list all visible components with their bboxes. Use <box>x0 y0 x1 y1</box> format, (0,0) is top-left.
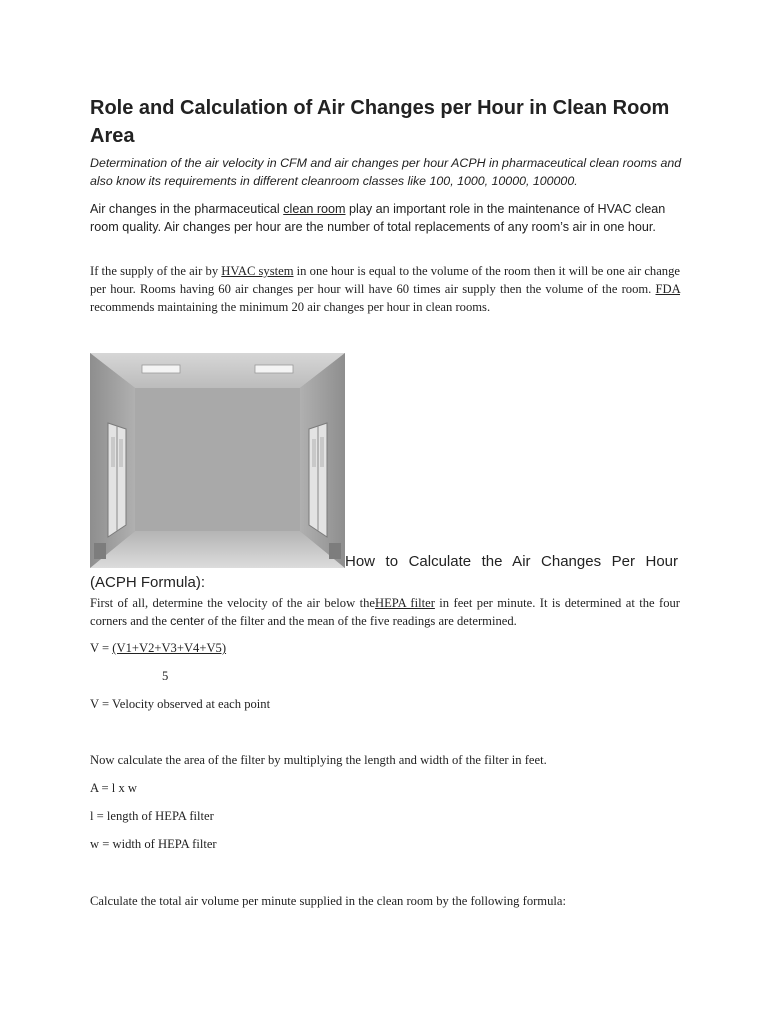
velocity-text-2: in feet per minute. It is determined at the four corners and the <box>90 596 680 628</box>
hepa-filter-link[interactable]: HEPA filter <box>374 596 435 610</box>
formula-numerator: (V1+V2+V3+V4+V5) <box>112 641 227 655</box>
intro-text-end: play an important role in the maintenance of HVAC clean room quality. Air changes per hour are the number of total replacements of any room’s air in one hour. <box>90 202 666 234</box>
velocity-text-3: of the filter and the mean of the five readings are determined. <box>204 614 517 628</box>
velocity-formula <box>90 639 226 657</box>
formula-lhs: V = <box>90 641 113 655</box>
hvac-text-3: recommends maintaining the minimum 20 air changes per hour in clean rooms. <box>90 300 491 314</box>
velocity-definition: V = Velocity observed at each point <box>90 697 271 711</box>
article-title: Role and Calculation of Air Changes per Hour in Clean Room Area <box>90 97 670 147</box>
hvac-text-1: If the supply of the air by <box>90 264 222 278</box>
intro-text-start: Air changes in the pharmaceutical <box>90 202 284 216</box>
length-definition: l = length of HEPA filter <box>90 809 214 823</box>
velocity-text-1: First of all, determine the velocity of the air below the <box>90 596 375 610</box>
area-formula: A = l x w <box>90 781 137 795</box>
width-definition: w = width of HEPA filter <box>90 837 217 851</box>
hvac-system-link[interactable]: HVAC system <box>221 264 294 278</box>
hvac-text-2: in one hour is equal to the volume of the room then it will be one air change per hour. Rooms having 60 air changes per hour will have 60 times air supply then the volume of the room. <box>90 264 680 296</box>
velocity-text-center: center <box>170 614 205 628</box>
acph-heading-line1: How to Calculate the Air Changes Per Hour <box>345 553 678 570</box>
clean-room-photo <box>90 353 345 568</box>
article-subtitle: Determination of the air velocity in CFM and air changes per hour ACPH in pharmaceutical clean rooms and also know its requirements in different cleanroom classes like 100, 1000, 10000, 100000. <box>90 156 682 188</box>
formula-denominator: 5 <box>162 669 169 683</box>
area-paragraph: Now calculate the area of the filter by multiplying the length and width of the filter in feet. <box>90 753 547 767</box>
hvac-paragraph <box>90 262 680 316</box>
fda-link[interactable]: FDA <box>655 282 680 296</box>
volume-paragraph: Calculate the total air volume per minute supplied in the clean room by the following formula: <box>90 894 566 908</box>
acph-heading-line2: (ACPH Formula): <box>90 574 206 591</box>
clean-room-link[interactable]: clean room <box>283 202 346 216</box>
intro-paragraph <box>90 200 680 236</box>
velocity-paragraph <box>90 594 680 630</box>
